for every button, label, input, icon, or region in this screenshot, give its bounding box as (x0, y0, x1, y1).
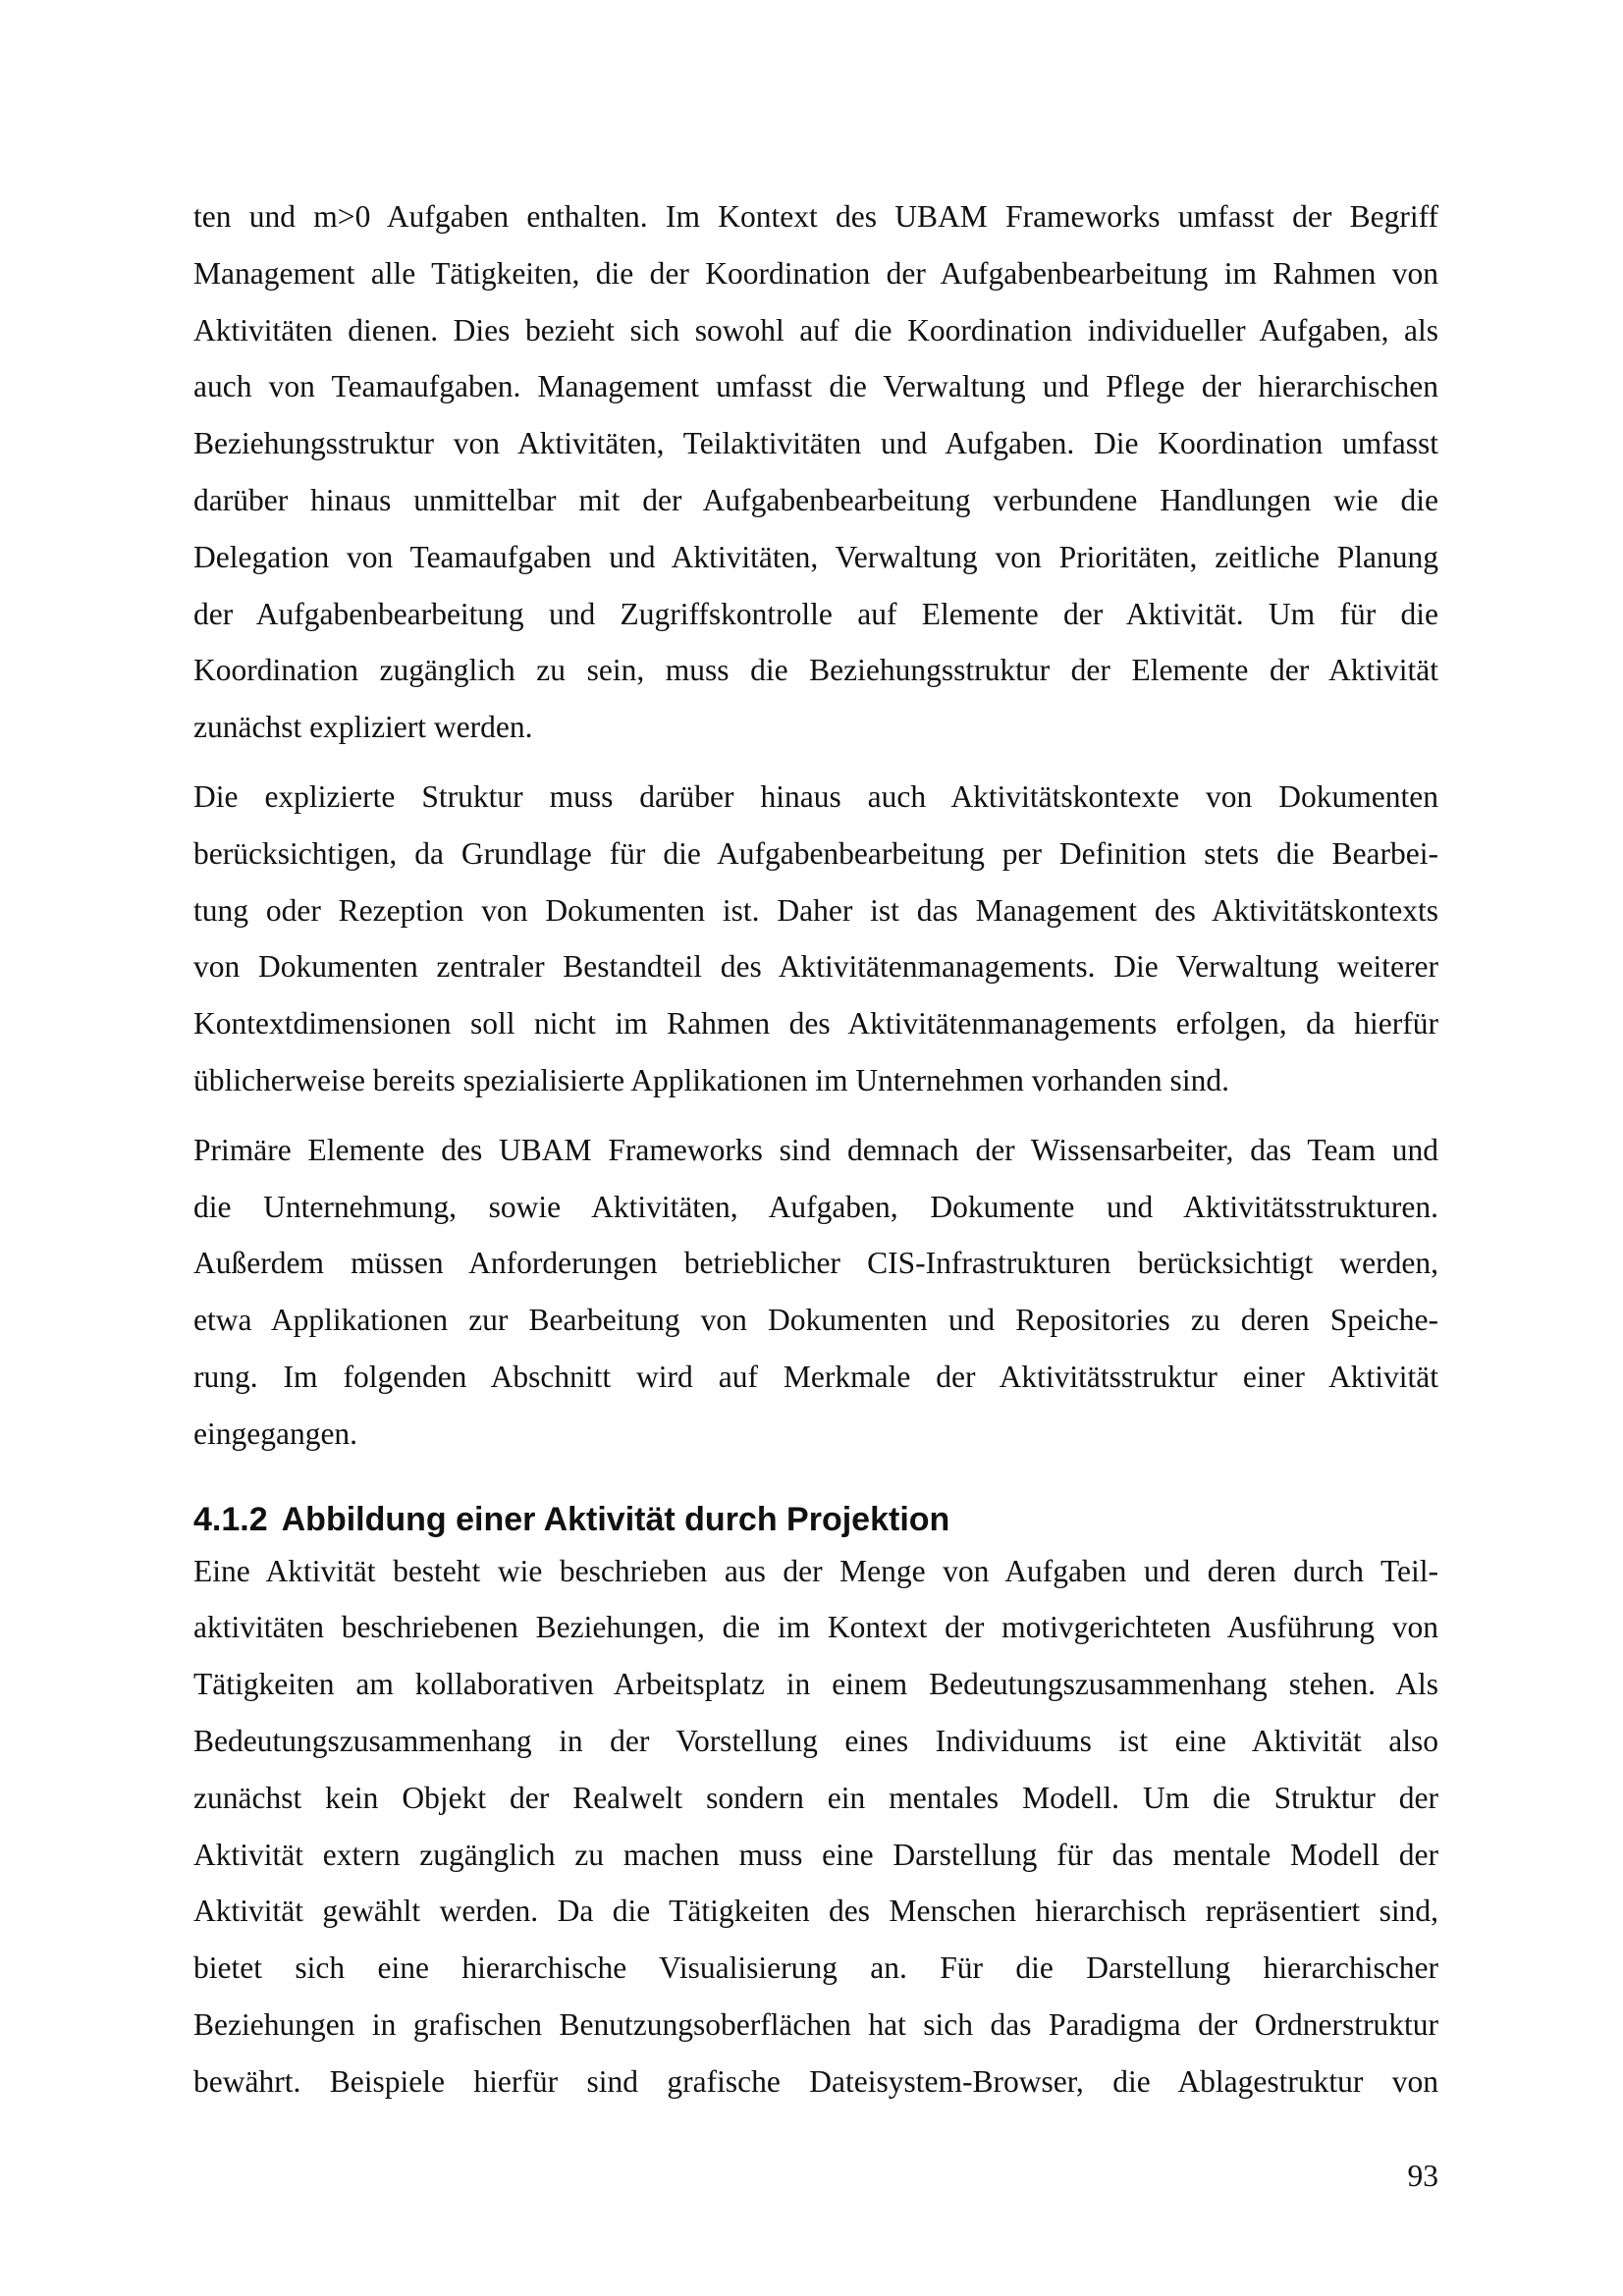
paragraph-management (193, 188, 1438, 756)
text-line: Kontextdimensionen soll nicht im Rahmen des Aktivitätenmanagements erfolgen, da hierfür (193, 1006, 1438, 1041)
text-line: Beziehungsstruktur von Aktivitäten, Teilaktivitäten und Aufgaben. Die Koordination umfasst (193, 426, 1438, 461)
text-line: Primäre Elemente des UBAM Frameworks sind demnach der Wissensarbeiter, das Team und (193, 1132, 1438, 1167)
paragraph-projection (193, 1543, 1438, 2110)
text-line: Aktivität gewählt werden. Da die Tätigkeiten des Menschen hierarchisch repräsentiert sind, (193, 1894, 1438, 1929)
section-title: Abbildung einer Aktivität durch Projektion (281, 1500, 950, 1538)
text-line: darüber hinaus unmittelbar mit der Aufgabenbearbeitung verbundene Handlungen wie die (193, 482, 1438, 517)
section-heading (193, 1498, 1438, 1541)
text-line: Aktivität extern zugänglich zu machen muss eine Darstellung für das mentale Modell der (193, 1837, 1438, 1872)
text-line: bietet sich eine hierarchische Visualisierung an. Für die Darstellung hierarchischer (193, 1950, 1438, 1986)
page-number: 93 (1407, 2159, 1438, 2193)
text-line: rung. Im folgenden Abschnitt wird auf Merkmale der Aktivitätsstruktur einer Aktivität (193, 1359, 1438, 1394)
text-line: auch von Teamaufgaben. Management umfasst die Verwaltung und Pflege der hierarchischen (193, 369, 1438, 404)
text-line: zunächst expliziert werden. (193, 710, 533, 745)
text-line: aktivitäten beschriebenen Beziehungen, die im Kontext der motivgerichteten Ausführung von (193, 1610, 1438, 1645)
text-line: Management alle Tätigkeiten, die der Koordination der Aufgabenbearbeitung im Rahmen von (193, 255, 1438, 291)
text-line: berücksichtigen, da Grundlage für die Aufgabenbearbeitung per Definition stets die Bearbei- (193, 835, 1438, 871)
text-line: Delegation von Teamaufgaben und Aktivitäten, Verwaltung von Prioritäten, zeitliche Planung (193, 539, 1438, 574)
text-line: die Unternehmung, sowie Aktivitäten, Aufgaben, Dokumente und Aktivitätsstrukturen. (193, 1189, 1438, 1224)
paragraph-activity-context (193, 769, 1438, 1109)
text-line: Tätigkeiten am kollaborativen Arbeitsplatz in einem Bedeutungszusammenhang stehen. Als (193, 1667, 1438, 1702)
page-body (193, 188, 1438, 2110)
text-line: der Aufgabenbearbeitung und Zugriffskontrolle auf Elemente der Aktivität. Um für die (193, 596, 1438, 631)
text-line: zunächst kein Objekt der Realwelt sondern ein mentales Modell. Um die Struktur der (193, 1780, 1438, 1815)
text-line: von Dokumenten zentraler Bestandteil des Aktivitätenmanagements. Die Verwaltung weiterer (193, 949, 1438, 985)
text-line: Außerdem müssen Anforderungen betrieblicher CIS-Infrastrukturen berücksichtigt werden, (193, 1246, 1438, 1281)
text-line: eingegangen. (193, 1415, 358, 1451)
text-line: Koordination zugänglich zu sein, muss die Beziehungsstruktur der Elemente der Aktivität (193, 653, 1438, 688)
text-line: Eine Aktivität besteht wie beschrieben aus der Menge von Aufgaben und deren durch Teil- (193, 1553, 1438, 1588)
section-number: 4.1.2 (193, 1500, 268, 1538)
text-line: tung oder Rezeption von Dokumenten ist. Daher ist das Management des Aktivitätskontexts (193, 892, 1438, 928)
text-line: bewährt. Beispiele hierfür sind grafische Dateisystem-Browser, die Ablagestruktur von (193, 2063, 1438, 2099)
text-line: Aktivitäten dienen. Dies bezieht sich sowohl auf die Koordination individueller Aufgaben, als (193, 312, 1438, 347)
paragraph-primary-elements (193, 1122, 1438, 1463)
text-line: üblicherweise bereits spezialisierte Applikationen im Unternehmen vorhanden sind. (193, 1062, 1229, 1097)
text-line: ten und m>0 Aufgaben enthalten. Im Kontext des UBAM Frameworks umfasst der Begriff (193, 199, 1438, 234)
text-line: Bedeutungszusammenhang in der Vorstellung eines Individuums ist eine Aktivität also (193, 1723, 1438, 1758)
text-line: etwa Applikationen zur Bearbeitung von Dokumenten und Repositories zu deren Speiche- (193, 1303, 1438, 1338)
text-line: Beziehungen in grafischen Benutzungsoberflächen hat sich das Paradigma der Ordnerstruktur (193, 2006, 1438, 2042)
text-line: Die explizierte Struktur muss darüber hinaus auch Aktivitätskontexte von Dokumenten (193, 778, 1438, 814)
